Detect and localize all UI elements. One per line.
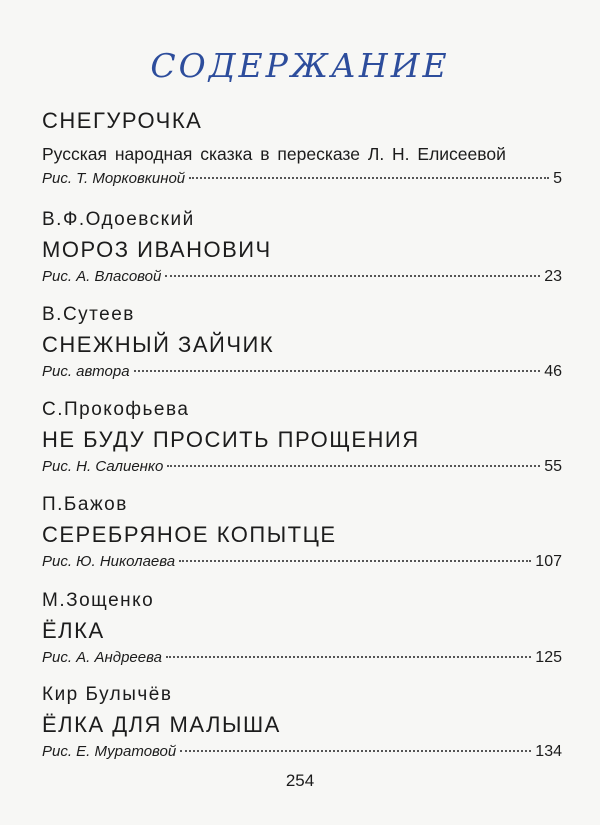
- dot-leader: [134, 370, 541, 372]
- illustrator-line: [42, 168, 562, 190]
- illustrator-credit: Рис. Н. Салиенко: [42, 458, 164, 475]
- story-author: П.Бажов: [42, 494, 128, 515]
- story-author: С.Прокофьева: [42, 399, 190, 420]
- story-title: СНЕГУРОЧКА: [42, 108, 203, 133]
- page-reference: 55: [544, 458, 562, 475]
- page-number: 254: [285, 771, 315, 790]
- toc-entry[interactable]: [42, 209, 562, 288]
- illustrator-line: [42, 456, 562, 478]
- toc-entry[interactable]: [42, 590, 562, 669]
- page-reference: 134: [535, 743, 562, 760]
- story-title: ЁЛКА: [42, 618, 105, 643]
- story-author: В.Сутеев: [42, 304, 135, 325]
- story-title: СНЕЖНЫЙ ЗАЙЧИК: [42, 332, 275, 357]
- story-author: М.Зощенко: [42, 590, 155, 611]
- illustrator-credit: Рис. автора: [42, 363, 130, 380]
- dot-leader: [166, 656, 531, 658]
- illustrator-credit: Рис. А. Андреева: [42, 649, 162, 666]
- story-author: В.Ф.Одоевский: [42, 209, 195, 230]
- toc-entry[interactable]: [42, 399, 562, 478]
- dot-leader: [180, 750, 531, 752]
- story-title: МОРОЗ ИВАНОВИЧ: [42, 237, 272, 262]
- story-title: НЕ БУДУ ПРОСИТЬ ПРОЩЕНИЯ: [42, 427, 420, 452]
- story-author: Кир Булычёв: [42, 684, 173, 705]
- illustrator-line: [42, 647, 562, 669]
- dot-leader: [179, 560, 531, 562]
- page-reference: 107: [535, 553, 562, 570]
- dot-leader: [189, 177, 549, 179]
- toc-entry[interactable]: [42, 494, 562, 573]
- dot-leader: [165, 275, 540, 277]
- toc-entry[interactable]: [42, 108, 562, 190]
- illustrator-credit: Рис. Т. Морковкиной: [42, 170, 186, 187]
- toc-entry[interactable]: [42, 684, 562, 763]
- story-title: СЕРЕБРЯНОЕ КОПЫТЦЕ: [42, 522, 337, 547]
- dot-leader: [167, 465, 540, 467]
- contents-heading: СОДЕРЖАНИЕ: [150, 46, 450, 85]
- story-subtitle: Русская народная сказка в пересказе Л. Н. Елисеевой: [42, 144, 506, 164]
- illustrator-line: [42, 361, 562, 383]
- page-reference: 23: [544, 268, 562, 285]
- page-reference: 5: [553, 170, 562, 187]
- page-reference: 125: [535, 649, 562, 666]
- illustrator-line: [42, 266, 562, 288]
- toc-entry[interactable]: [42, 304, 562, 383]
- illustrator-credit: Рис. Ю. Николаева: [42, 553, 176, 570]
- illustrator-line: [42, 551, 562, 573]
- illustrator-credit: Рис. А. Власовой: [42, 268, 162, 285]
- story-title: ЁЛКА ДЛЯ МАЛЫША: [42, 712, 281, 737]
- page-reference: 46: [544, 363, 562, 380]
- illustrator-line: [42, 741, 562, 763]
- illustrator-credit: Рис. Е. Муратовой: [42, 743, 177, 760]
